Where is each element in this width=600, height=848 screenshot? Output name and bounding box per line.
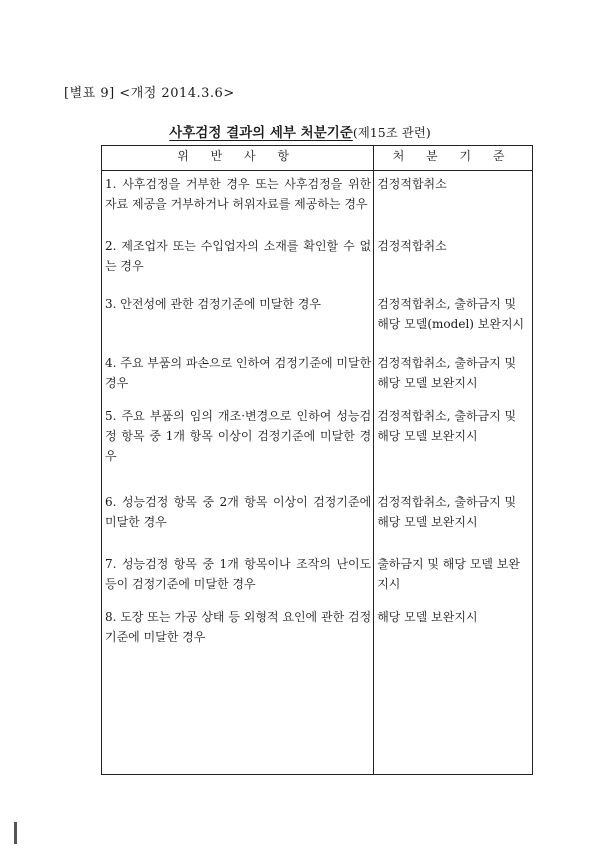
disposition-cell: 검정적합취소, 출하금지 및 해당 모델 보완지시 (374, 353, 533, 406)
disposition-cell: 검정적합취소, 출하금지 및 해당 모델 보완지시 (374, 406, 533, 492)
document-title (0, 121, 600, 141)
violation-cell: 6. 성능검정 항목 중 2개 항목 이상이 검정기준에 미달한 경우 (102, 492, 374, 554)
header-violation: 위 반 사 항 (102, 146, 374, 171)
disposition-table (101, 145, 533, 775)
title-sub: (제15조 관련) (352, 125, 431, 140)
table-header-row (102, 146, 533, 171)
table-row (102, 554, 533, 607)
table-row (102, 294, 533, 353)
disposition-cell: 검정적합취소 (374, 171, 533, 236)
disposition-cell: 출하금지 및 해당 모델 보완지시 (374, 554, 533, 607)
violation-cell: 4. 주요 부품의 파손으로 인하여 검정기준에 미달한 경우 (102, 353, 374, 406)
violation-cell: 5. 주요 부품의 임의 개조·변경으로 인하여 성능검정 항목 중 1개 항목 이상이 검정기준에 미달한 경우 (102, 406, 374, 492)
table-row (102, 171, 533, 236)
table-row (102, 492, 533, 554)
disposition-cell: 해당 모델 보완지시 (374, 607, 533, 775)
table-row (102, 353, 533, 406)
annex-header: [별표 9] <개정 2014.3.6> (64, 86, 235, 101)
disposition-cell: 검정적합취소, 출하금지 및 해당 모델(model) 보완지시 (374, 294, 533, 353)
disposition-cell: 검정적합취소, 출하금지 및 해당 모델 보완지시 (374, 492, 533, 554)
table-row (102, 406, 533, 492)
violation-cell: 3. 안전성에 관한 검정기준에 미달한 경우 (102, 294, 374, 353)
title-main: 사후검정 결과의 세부 처분기준 (169, 125, 353, 141)
violation-cell: 1. 사후검정을 거부한 경우 또는 사후검정을 위한 자료 제공을 거부하거나 허위자료를 제공하는 경우 (102, 171, 374, 236)
violation-cell: 2. 제조업자 또는 수입업자의 소재를 확인할 수 없는 경우 (102, 236, 374, 294)
scan-edge-mark (14, 822, 17, 844)
table-row (102, 236, 533, 294)
violation-cell: 7. 성능검정 항목 중 1개 항목이나 조작의 난이도 등이 검정기준에 미달한 경우 (102, 554, 374, 607)
disposition-cell: 검정적합취소 (374, 236, 533, 294)
violation-cell: 8. 도장 또는 가공 상태 등 외형적 요인에 관한 검정기준에 미달한 경우 (102, 607, 374, 775)
header-disposition: 처 분 기 준 (374, 146, 533, 171)
table-row (102, 607, 533, 775)
